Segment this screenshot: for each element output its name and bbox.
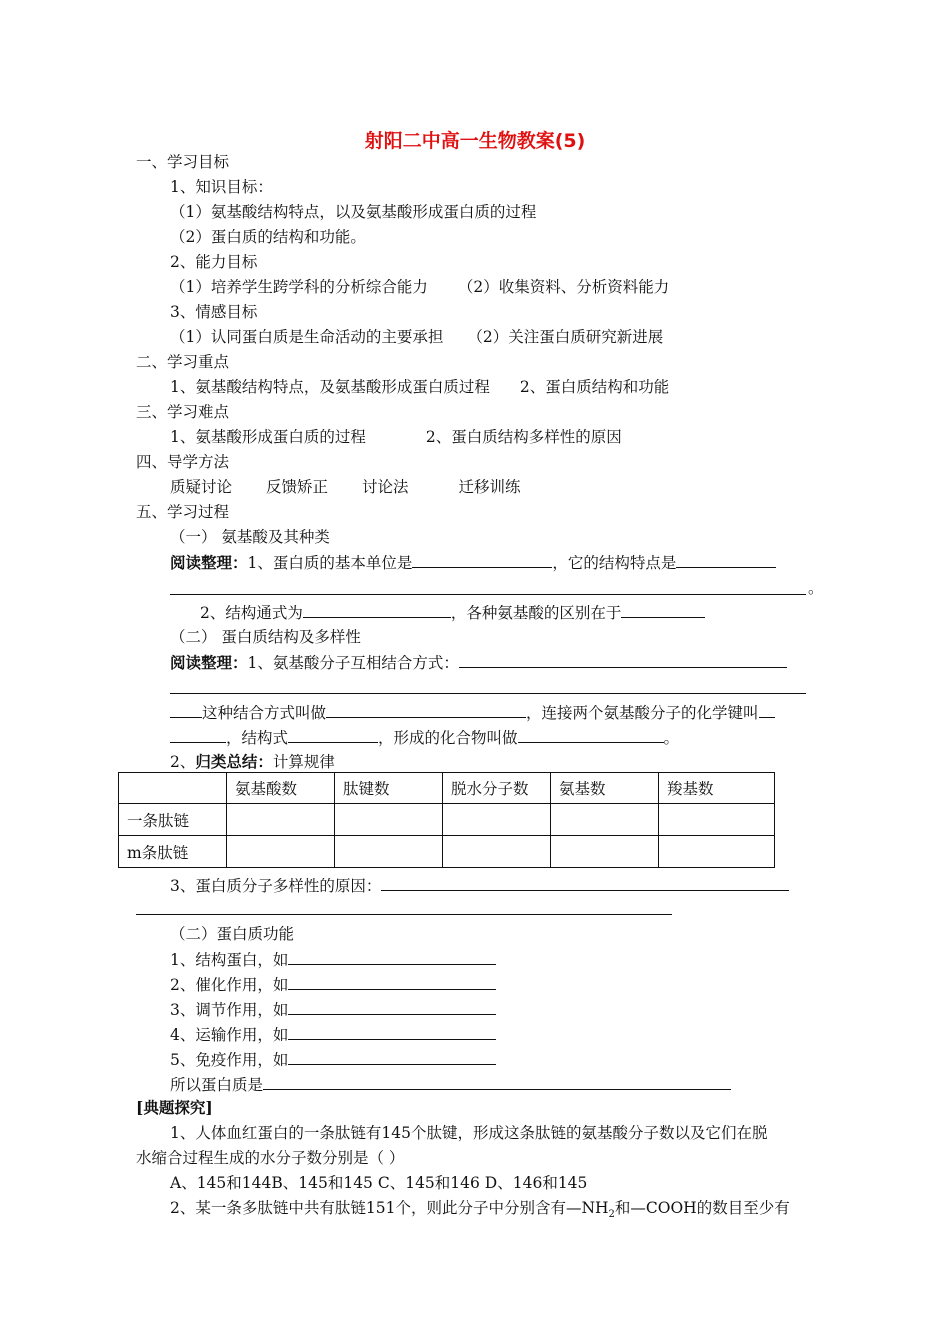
function-summary: 所以蛋白质是: [170, 1076, 264, 1094]
question-2-line: [170, 1198, 790, 1225]
table-header-cell: [119, 773, 227, 804]
blank-function-summary[interactable]: [263, 1074, 731, 1090]
question-1-options: A、145和144B、145和145 C、145和146 D、146和145: [170, 1174, 588, 1192]
blank-difference[interactable]: [621, 602, 705, 618]
difficulty-2: 2、蛋白质结构多样性的原因: [425, 428, 622, 446]
reading-q1a: 1、蛋白质的基本单位是: [247, 554, 413, 572]
table-header-cell: 氨基酸数: [227, 773, 335, 804]
section-heading-difficulties: 三、学习难点: [136, 403, 230, 421]
diversity-question: 3、蛋白质分子多样性的原因：: [170, 877, 382, 895]
blank-structural-formula[interactable]: [288, 727, 378, 743]
question-2-end: 和—COOH的数目至少有: [614, 1199, 790, 1217]
emotion-goal-1: （1）认同蛋白质是生命活动的主要承担: [170, 328, 444, 346]
method-1: 质疑讨论: [170, 478, 233, 496]
ability-goal-line: [170, 277, 669, 297]
blank-function-5[interactable]: [288, 1049, 496, 1065]
blank-diversity-reason[interactable]: [381, 875, 789, 891]
blank-function-1[interactable]: [288, 949, 496, 965]
diversity-line: [170, 875, 789, 896]
table-cell[interactable]: [227, 804, 335, 836]
ability-goal-2: （2）收集资料、分析资料能力: [457, 278, 670, 296]
function-line-3: [170, 999, 496, 1020]
table-row-label: 一条肽链: [119, 804, 227, 836]
function-line-1: [170, 949, 496, 970]
table-row: [119, 804, 775, 836]
page-title: 射阳二中高一生物教案(5): [364, 130, 586, 152]
emotion-goal-title: 3、情感目标: [170, 303, 258, 321]
function-line-2: [170, 974, 496, 995]
blank-lead[interactable]: [170, 702, 202, 718]
section-heading-key-points: 二、学习重点: [136, 353, 230, 371]
blank-diversity-reason-cont[interactable]: [136, 914, 672, 915]
reading-q3: 1、氨基酸分子互相结合方式：: [247, 654, 459, 672]
knowledge-goal-1: （1）氨基酸结构特点，以及氨基酸形成蛋白质的过程: [170, 203, 537, 221]
knowledge-goal-2: （2）蛋白质的结构和功能。: [170, 228, 366, 246]
calculation-table: [118, 772, 775, 868]
blank-compound-name[interactable]: [518, 727, 664, 743]
table-cell[interactable]: [335, 804, 443, 836]
table-row: [119, 836, 775, 868]
blank-structure-feature[interactable]: [676, 552, 776, 568]
function-4: 4、运输作用，如: [170, 1026, 289, 1044]
question-2-subscript: 2: [608, 1209, 615, 1221]
emotion-goal-line: [170, 327, 663, 347]
table-cell[interactable]: [443, 804, 551, 836]
blank-combination-mode[interactable]: [459, 652, 787, 668]
reading-q1b: ，它的结构特点是: [552, 554, 677, 572]
part-amino-acids: （一） 氨基酸及其种类: [170, 528, 330, 546]
reading-label: 阅读整理：: [170, 553, 248, 572]
reading-line-1: [170, 552, 776, 573]
method-4: 迁移训练: [458, 478, 521, 496]
function-line-5: [170, 1049, 496, 1070]
reading-q2b: ，各种氨基酸的区别在于: [450, 604, 622, 622]
reading-q5c: 。: [663, 729, 680, 747]
reading-line-4: [170, 702, 775, 723]
reading-q2a: 2、结构通式为: [200, 604, 303, 622]
table-cell[interactable]: [443, 836, 551, 868]
blank-structure-feature-cont[interactable]: [170, 594, 806, 595]
method-3: 讨论法: [362, 478, 409, 496]
question-2-text: 2、某一条多肽链中共有肽链151个，则此分子中分别含有—NH: [170, 1199, 609, 1217]
key-point-2: 2、蛋白质结构和功能: [519, 378, 670, 396]
table-cell[interactable]: [659, 836, 775, 868]
reading-q4b: ，连接两个氨基酸分子的化学键叫: [526, 704, 759, 722]
table-header-cell: 羧基数: [659, 773, 775, 804]
blank-basic-unit[interactable]: [412, 552, 552, 568]
function-2: 2、催化作用，如: [170, 976, 289, 994]
blank-general-formula[interactable]: [303, 602, 451, 618]
function-summary-line: [170, 1074, 731, 1095]
section-heading-process: 五、学习过程: [136, 503, 230, 521]
section-heading-methods: 四、导学方法: [136, 453, 230, 471]
table-header-row: [119, 773, 775, 804]
reading-line-3: [170, 652, 787, 673]
question-1-line-b: 水缩合过程生成的水分子数分别是（ ）: [136, 1149, 405, 1167]
reading-line-2: [200, 602, 705, 623]
difficulties-line: [170, 427, 622, 447]
ability-goal-1: （1）培养学生跨学科的分析综合能力: [170, 278, 428, 296]
difficulty-1: 1、氨基酸形成蛋白质的过程: [170, 428, 366, 446]
table-cell[interactable]: [551, 804, 659, 836]
part-protein-function: （二）蛋白质功能: [170, 925, 295, 943]
ability-goal-title: 2、能力目标: [170, 253, 258, 271]
key-point-1: 1、氨基酸结构特点，及氨基酸形成蛋白质过程: [170, 378, 490, 396]
question-1-line-a: 1、人体血红蛋白的一条肽链有145个肽键，形成这条肽链的氨基酸分子数以及它们在脱: [170, 1124, 768, 1142]
function-3: 3、调节作用，如: [170, 1001, 289, 1019]
reading-q4a: 这种结合方式叫做: [202, 704, 327, 722]
methods-line: [170, 477, 521, 497]
reading-label-2: 阅读整理：: [170, 653, 248, 672]
emotion-goal-2: （2）关注蛋白质研究新进展: [467, 328, 664, 346]
blank-combination-mode-cont[interactable]: [170, 693, 806, 694]
table-header-cell: 氨基数: [551, 773, 659, 804]
knowledge-goal-title: 1、知识目标：: [170, 178, 273, 196]
table-cell[interactable]: [659, 804, 775, 836]
examples-heading: [典题探究]: [136, 1098, 213, 1117]
part-protein-structure: （二） 蛋白质结构及多样性: [170, 628, 361, 646]
reading-q5a: ，结构式: [226, 729, 289, 747]
summary-text: 计算规律: [272, 753, 335, 771]
blank-bond-name[interactable]: [759, 702, 775, 718]
table-row-label: m条肽链: [119, 836, 227, 868]
key-points-line: [170, 377, 669, 397]
blank-function-3[interactable]: [288, 999, 496, 1015]
period-mark: 。: [808, 579, 824, 597]
reading-line-5: [170, 727, 679, 748]
table-cell[interactable]: [227, 836, 335, 868]
table-header-cell: 肽键数: [335, 773, 443, 804]
blank-function-4[interactable]: [288, 1024, 496, 1040]
table-cell[interactable]: [551, 836, 659, 868]
summary-label: 归类总结：: [195, 752, 273, 771]
blank-dehydration[interactable]: [326, 702, 526, 718]
table-header-cell: 脱水分子数: [443, 773, 551, 804]
blank-bond-name-cont[interactable]: [170, 727, 226, 743]
section-heading-objectives: 一、学习目标: [136, 153, 230, 171]
summary-num: 2、: [170, 753, 196, 771]
blank-function-2[interactable]: [288, 974, 496, 990]
summary-line: [170, 752, 335, 772]
function-line-4: [170, 1024, 496, 1045]
function-5: 5、免疫作用，如: [170, 1051, 289, 1069]
function-1: 1、结构蛋白，如: [170, 951, 289, 969]
method-2: 反馈矫正: [266, 478, 329, 496]
table-cell[interactable]: [335, 836, 443, 868]
reading-q5b: ，形成的化合物叫做: [378, 729, 518, 747]
